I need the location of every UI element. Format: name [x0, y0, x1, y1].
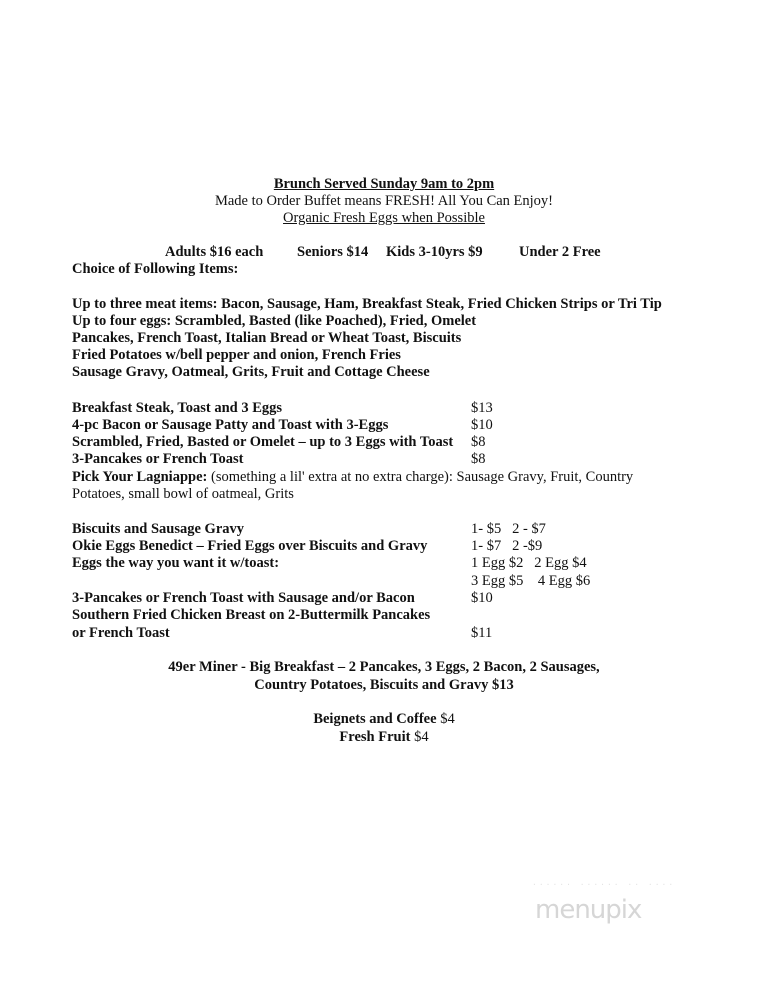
extra-name: Beignets and Coffee: [313, 711, 437, 727]
buffet-item: Pancakes, French Toast, Italian Bread or Wheat Toast, Biscuits: [72, 330, 462, 346]
menu-item-price: 1 Egg $2 2 Egg $4: [471, 555, 587, 571]
menu-item-name: 3-Pancakes or French Toast with Sausage and/or Bacon: [72, 590, 415, 606]
menu-item-price: 1- $7 2 -$9: [471, 538, 543, 554]
menu-item-price: $8: [471, 451, 486, 467]
menu-subtitle: Made to Order Buffet means FRESH! All You Can Enjoy!: [214, 193, 554, 209]
menu-item-price: $8: [471, 434, 486, 450]
buffet-item: Sausage Gravy, Oatmeal, Grits, Fruit and Cottage Cheese: [72, 364, 430, 380]
menu-item-name: Okie Eggs Benedict – Fried Eggs over Biscuits and Gravy: [72, 538, 428, 554]
menu-item-name: Southern Fried Chicken Breast on 2-Buttermilk Pancakes: [72, 607, 431, 623]
watermark-dots: ······ ······ ·· ····: [532, 880, 676, 889]
price-under2: Under 2 Free: [519, 244, 601, 260]
choice-heading: Choice of Following Items:: [72, 261, 239, 277]
menu-item-price: $13: [471, 400, 493, 416]
lagniappe-text-cont: Potatoes, small bowl of oatmeal, Grits: [72, 486, 294, 502]
menu-item-price: 3 Egg $5 4 Egg $6: [471, 573, 591, 589]
buffet-item: Up to three meat items: Bacon, Sausage, Ham, Breakfast Steak, Fried Chicken Strips or Tri Tip: [72, 296, 662, 312]
menu-item-price: 1- $5 2 - $7: [471, 521, 546, 537]
buffet-item: Fried Potatoes w/bell pepper and onion, French Fries: [72, 347, 401, 363]
lagniappe-text: (something a lil' extra at no extra charge): Sausage Gravy, Fruit, Country: [210, 469, 634, 485]
menu-item-name: Biscuits and Sausage Gravy: [72, 521, 245, 537]
menu-item-name: Eggs the way you want it w/toast:: [72, 555, 280, 571]
menu-item-name: 4-pc Bacon or Sausage Patty and Toast with 3-Eggs: [72, 417, 389, 433]
miner-special: 49er Miner - Big Breakfast – 2 Pancakes, 3 Eggs, 2 Bacon, 2 Sausages,: [168, 659, 600, 675]
extra-item: [0, 711, 768, 728]
menu-item-price: $10: [471, 417, 493, 433]
menu-item-name: 3-Pancakes or French Toast: [72, 451, 244, 467]
watermark-logo: menupix: [535, 895, 642, 925]
menu-item-name: Breakfast Steak, Toast and 3 Eggs: [72, 400, 283, 416]
menu-item-name: Scrambled, Fried, Basted or Omelet – up to 3 Eggs with Toast: [72, 434, 454, 450]
price-adults: Adults $16 each: [165, 244, 264, 260]
lagniappe-label: Pick Your Lagniappe:: [72, 469, 208, 485]
extra-price: $4: [414, 729, 429, 745]
extra-name: Fresh Fruit: [339, 729, 411, 745]
miner-special: Country Potatoes, Biscuits and Gravy $13: [254, 677, 514, 693]
buffet-item: Up to four eggs: Scrambled, Basted (like Poached), Fried, Omelet: [72, 313, 477, 329]
menu-item-price: $11: [471, 625, 493, 641]
extra-item: [0, 729, 768, 746]
menu-item-price: $10: [471, 590, 493, 606]
menu-item-name: or French Toast: [72, 625, 170, 641]
menu-note: Organic Fresh Eggs when Possible: [283, 210, 485, 226]
price-kids: Kids 3-10yrs $9: [386, 244, 483, 260]
menu-title: Brunch Served Sunday 9am to 2pm: [273, 176, 495, 192]
price-seniors: Seniors $14: [297, 244, 369, 260]
lagniappe-line: [72, 469, 633, 486]
extra-price: $4: [440, 711, 455, 727]
